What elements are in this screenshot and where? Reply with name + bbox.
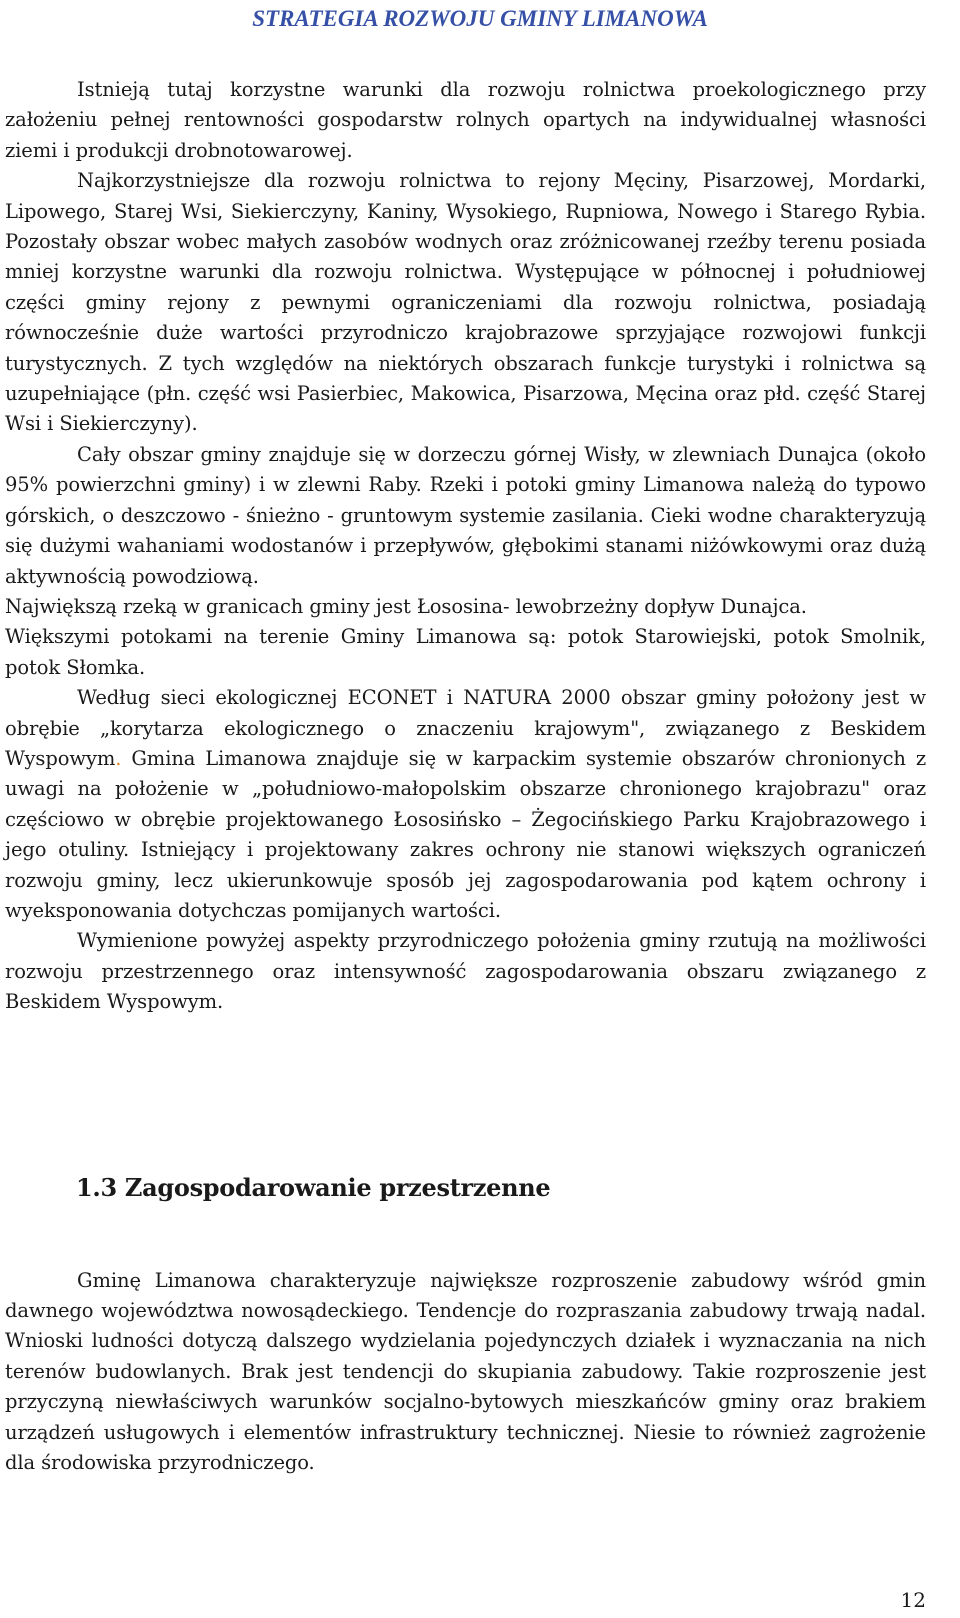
paragraph-aspects: Wymienione powyżej aspekty przyrodniczego położenia gminy rzutują na możliwości rozwoju przestrzennego oraz intensywność zagospodarowania obszaru związanego z Beskidem Wyspowym. [5, 929, 926, 1014]
main-text [5, 75, 926, 1018]
page-number: 12 [900, 1588, 926, 1612]
highlighted-period: . [115, 746, 122, 770]
paragraph-regions: Najkorzystniejsze dla rozwoju rolnictwa to rejony Męciny, Pisarzowej, Mordarki, Lipowego, Starej Wsi, Siekierczyny, Kaniny, Wysokiego, Rupniowa, Nowego i Starego Rybia. Pozostały obszar wobec małych zasobów wodnych oraz zróżnicowanej rzeźby terenu posiada mniej korzystne warunki dla rozwoju rolnictwa. Występujące w północnej i południowej części gminy rejony z pewnymi ograniczeniami dla rozwoju rolnictwa, posiadają równocześnie duże wartości przyrodniczo krajobrazowe sprzyjające rozwojowi funkcji turystycznych. Z tych względów na niektórych obszarach funkcje turystyki i rolnictwa są uzupełniające (płn. część wsi Pasierbiec, Makowica, Pisarzowa, Męcina oraz płd. część Starej Wsi i Siekierczyny). [5, 169, 926, 436]
running-header: STRATEGIA ROZWOJU GMINY LIMANOWA [252, 6, 708, 31]
paragraph-dispersion: Gminę Limanowa charakteryzuje największe rozproszenie zabudowy wśród gmin dawnego województwa nowosądeckiego. Tendencje do rozpraszania zabudowy trwają nadal. Wnioski ludności dotyczą dalszego wydzielania pojedynczych działek i wyznaczania na nich terenów budowlanych. Brak jest tendencji do skupiania zabudowy. Takie rozproszenie jest przyczyną niewłaściwych warunków socjalno-bytowych mieszkańców gminy oraz brakiem urządzeń usługowych i elementów infrastruktury technicznej. Niesie to również zagrożenie dla środowiska przyrodniczego. [5, 1268, 926, 1474]
paragraph-hydrology: Cały obszar gminy znajduje się w dorzeczu górnej Wisły, w zlewniach Dunajca (około 95% powierzchni gminy) i w zlewni Raby. Rzeki i potoki gminy Limanowa należą do typowo górskich, o deszczowo - śnieżno - gruntowym systemie zasilania. Cieki wodne charakteryzują się dużymi wahaniami wodostanów i przepływów, głębokimi stanami niżówkowymi oraz dużą aktywnością powodziową. [5, 442, 926, 588]
section-text [5, 1246, 926, 1498]
paragraph-agriculture: Istnieją tutaj korzystne warunki dla rozwoju rolnictwa proekologicznego przy założeniu pełnej rentowności gospodarstw rolnych opartych na indywidualnej własności ziemi i produkcji drobnotowarowej. [5, 78, 926, 162]
ecological-network-text-a: Według sieci ekologicznej ECONET i NATURA 2000 obszar gminy położony jest w obrębie „korytarza ekologicznego o znaczeniu krajowym", związanego z Beskidem Wyspowym [5, 686, 926, 770]
section-heading: 1.3 Zagospodarowanie przestrzenne [76, 1173, 551, 1202]
paragraph-ecological-network [5, 683, 926, 926]
paragraph-largest-river: Największą rzeką w granicach gminy jest Łososina- lewobrzeżny dopływ Dunajca. [5, 594, 807, 618]
ecological-network-text-b: Gmina Limanowa znajduje się w karpackim systemie obszarów chronionych z uwagi na położenie w „południowo-małopolskim obszarze chronionego krajobrazu" oraz częściowo w obrębie projektowanego Łososińsko – Żegocińskiego Parku Krajobrazowego i jego otuliny. Istniejący i projektowany zakres ochrony nie stanowi większych ograniczeń rozwoju gminy, lecz ukierunkowuje sposób jej zagospodarowania pod kątem ochrony i wyeksponowania dotychczas pomijanych wartości. [5, 746, 926, 922]
paragraph-streams: Większymi potokami na terenie Gminy Limanowa są: potok Starowiejski, potok Smolnik, potok Słomka. [5, 625, 926, 679]
